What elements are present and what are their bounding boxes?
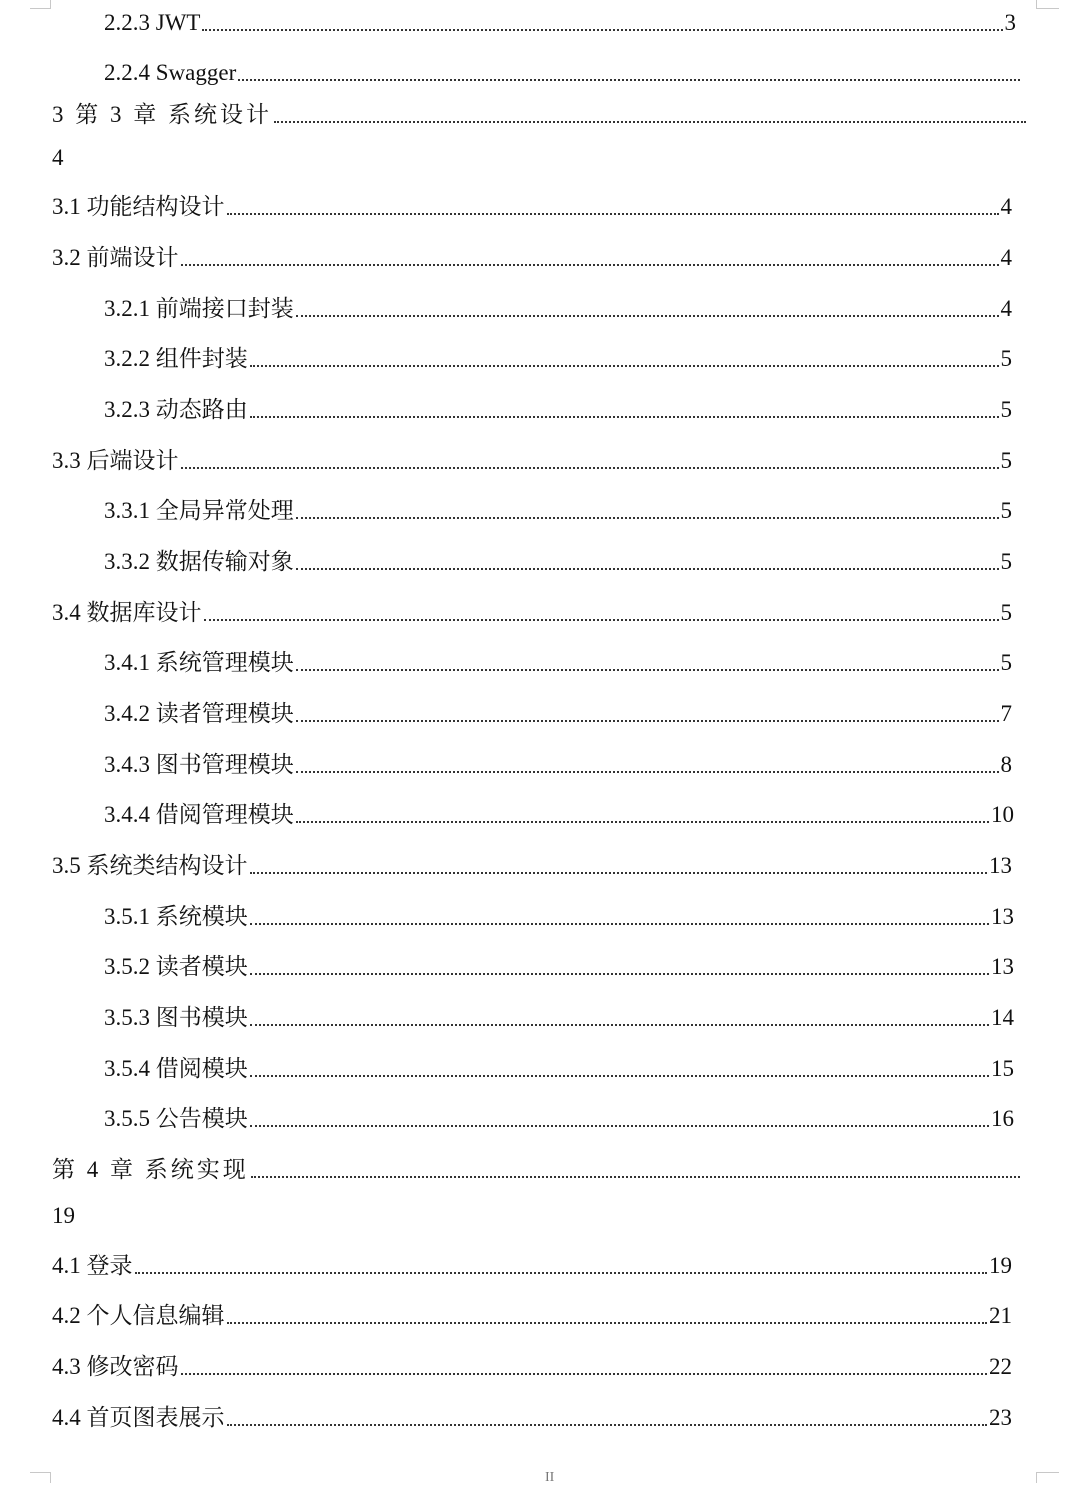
toc-entry-page: 22 bbox=[989, 1354, 1012, 1379]
toc-entry-title: 3.4 数据库设计 bbox=[52, 600, 202, 625]
toc-entry-page: 5 bbox=[1000, 346, 1012, 371]
toc-entry-page: 21 bbox=[989, 1303, 1012, 1328]
toc-entry-title: 3.4.2 读者管理模块 bbox=[104, 701, 294, 726]
toc-entry-page: 16 bbox=[991, 1106, 1014, 1131]
toc-entry-3-2-2[interactable] bbox=[104, 340, 1012, 374]
toc-leader bbox=[227, 213, 999, 215]
toc-entry-3-4[interactable] bbox=[52, 594, 1012, 628]
toc-entry-4-4[interactable] bbox=[52, 1399, 1012, 1433]
toc-entry-page: 13 bbox=[991, 954, 1014, 979]
toc-entry-title: 3.4.3 图书管理模块 bbox=[104, 752, 294, 777]
toc-entry-page: 5 bbox=[1000, 549, 1012, 574]
toc-entry-3-5-2[interactable] bbox=[104, 948, 1014, 982]
toc-entry-title: 3.3 后端设计 bbox=[52, 448, 179, 473]
toc-leader bbox=[250, 973, 989, 975]
toc-entry-page: 4 bbox=[1000, 194, 1012, 219]
toc-entry-page: 19 bbox=[989, 1253, 1012, 1278]
toc-entry-3-5-4[interactable] bbox=[104, 1050, 1014, 1084]
toc-leader bbox=[296, 669, 999, 671]
toc-leader bbox=[250, 416, 999, 418]
toc-entry-4-2[interactable] bbox=[52, 1297, 1012, 1331]
toc-entry-title: 4.4 首页图表展示 bbox=[52, 1405, 225, 1430]
toc-entry-title: 3.2 前端设计 bbox=[52, 245, 179, 270]
toc-leader bbox=[251, 1176, 1020, 1178]
toc-entry-title: 3.4.1 系统管理模块 bbox=[104, 650, 294, 675]
crop-mark-bottom-right bbox=[1036, 1472, 1059, 1483]
toc-entry-page: 5 bbox=[1000, 600, 1012, 625]
toc-entry-page: 14 bbox=[991, 1005, 1014, 1030]
toc-leader bbox=[181, 1373, 988, 1375]
toc-leader bbox=[250, 1024, 989, 1026]
toc-leader bbox=[296, 720, 999, 722]
toc-leader bbox=[296, 771, 999, 773]
toc-entry-chapter-3[interactable] bbox=[52, 96, 1028, 130]
toc-entry-title: 3.5.3 图书模块 bbox=[104, 1005, 248, 1030]
toc-entry-title: 3.5.1 系统模块 bbox=[104, 904, 248, 929]
toc-leader bbox=[135, 1272, 988, 1274]
toc-entry-page: 10 bbox=[991, 802, 1014, 827]
toc-leader bbox=[181, 264, 999, 266]
toc-entry-3-5[interactable] bbox=[52, 847, 1012, 881]
toc-entry-page: 15 bbox=[991, 1056, 1014, 1081]
toc-entry-title: 3.5.4 借阅模块 bbox=[104, 1056, 248, 1081]
toc-entry-title: 3.2.1 前端接口封装 bbox=[104, 296, 294, 321]
toc-leader bbox=[296, 517, 999, 519]
toc-entry-3-4-3[interactable] bbox=[104, 746, 1012, 780]
toc-entry-title: 3.3.2 数据传输对象 bbox=[104, 549, 294, 574]
toc-entry-title: 3.2.3 动态路由 bbox=[104, 397, 248, 422]
toc-leader bbox=[274, 121, 1026, 123]
toc-leader bbox=[227, 1424, 988, 1426]
toc-leader bbox=[296, 821, 989, 823]
toc-entry-3-3[interactable] bbox=[52, 442, 1012, 476]
toc-entry-3-1[interactable] bbox=[52, 188, 1012, 222]
toc-entry-4-3[interactable] bbox=[52, 1348, 1012, 1382]
toc-entry-title: 2.2.4 Swagger bbox=[104, 60, 237, 85]
toc-entry-title: 3 第 3 章 系统设计 bbox=[52, 102, 272, 127]
toc-entry-3-2-3[interactable] bbox=[104, 391, 1012, 425]
crop-mark-top-right bbox=[1036, 0, 1059, 9]
toc-entry-page: 4 bbox=[1000, 245, 1012, 270]
toc-entry-page: 8 bbox=[1000, 752, 1012, 777]
toc-entry-page: 4 bbox=[1000, 296, 1012, 321]
toc-leader bbox=[296, 568, 999, 570]
toc-entry-page: 23 bbox=[989, 1405, 1012, 1430]
toc-entry-4-1[interactable] bbox=[52, 1247, 1012, 1281]
toc-leader bbox=[227, 1322, 988, 1324]
toc-entry-title: 3.5.5 公告模块 bbox=[104, 1106, 248, 1131]
toc-leader bbox=[250, 923, 989, 925]
toc-entry-page: 5 bbox=[1000, 650, 1012, 675]
toc-entry-page: 13 bbox=[991, 904, 1014, 929]
toc-leader bbox=[181, 467, 999, 469]
footer-page-number: II bbox=[545, 1470, 555, 1485]
toc-entry-3-3-2[interactable] bbox=[104, 543, 1012, 577]
toc-entry-page: 7 bbox=[1000, 701, 1012, 726]
toc-entry-3-4-1[interactable] bbox=[104, 644, 1012, 678]
toc-leader bbox=[250, 1075, 989, 1077]
toc-entry-3-4-2[interactable] bbox=[104, 695, 1012, 729]
toc-entry-title: 4.3 修改密码 bbox=[52, 1354, 179, 1379]
toc-entry-title: 4.1 登录 bbox=[52, 1253, 133, 1278]
toc-entry-title: 3.5 系统类结构设计 bbox=[52, 853, 248, 878]
toc-entry-3-4-4[interactable] bbox=[104, 796, 1014, 830]
toc-leader bbox=[296, 315, 999, 317]
toc-entry-title: 3.1 功能结构设计 bbox=[52, 194, 225, 219]
toc-entry-3-3-1[interactable] bbox=[104, 492, 1012, 526]
toc-leader bbox=[238, 79, 1020, 81]
toc-entry-title: 4.2 个人信息编辑 bbox=[52, 1303, 225, 1328]
crop-mark-top-left bbox=[30, 0, 51, 9]
toc-chapter-4-page: 19 bbox=[52, 1203, 75, 1228]
toc-leader bbox=[250, 1125, 989, 1127]
toc-entry-3-2[interactable] bbox=[52, 239, 1012, 273]
toc-entry-page: 5 bbox=[1000, 397, 1012, 422]
toc-entry-3-2-1[interactable] bbox=[104, 290, 1012, 324]
toc-entry-2-2-3[interactable] bbox=[104, 4, 1016, 38]
toc-entry-title: 3.3.1 全局异常处理 bbox=[104, 498, 294, 523]
toc-entry-title: 第 4 章 系统实现 bbox=[52, 1157, 249, 1182]
toc-leader bbox=[204, 619, 999, 621]
toc-entry-title: 3.5.2 读者模块 bbox=[104, 954, 248, 979]
toc-entry-title: 2.2.3 JWT bbox=[104, 10, 201, 35]
toc-entry-title: 3.2.2 组件封装 bbox=[104, 346, 248, 371]
toc-entry-2-2-4[interactable] bbox=[104, 54, 1022, 88]
toc-entry-3-5-1[interactable] bbox=[104, 898, 1014, 932]
toc-entry-3-5-3[interactable] bbox=[104, 999, 1014, 1033]
toc-entry-page: 5 bbox=[1000, 448, 1012, 473]
toc-leader bbox=[250, 365, 999, 367]
toc-chapter-3-page: 4 bbox=[52, 145, 64, 170]
crop-mark-bottom-left bbox=[30, 1472, 51, 1483]
toc-entry-page: 3 bbox=[1004, 10, 1016, 35]
toc-leader bbox=[202, 29, 1002, 31]
toc-entry-page: 13 bbox=[989, 853, 1012, 878]
toc-leader bbox=[250, 872, 988, 874]
toc-entry-3-5-5[interactable] bbox=[104, 1100, 1014, 1134]
toc-entry-chapter-4[interactable] bbox=[52, 1151, 1022, 1185]
toc-entry-title: 3.4.4 借阅管理模块 bbox=[104, 802, 294, 827]
toc-entry-page: 5 bbox=[1000, 498, 1012, 523]
